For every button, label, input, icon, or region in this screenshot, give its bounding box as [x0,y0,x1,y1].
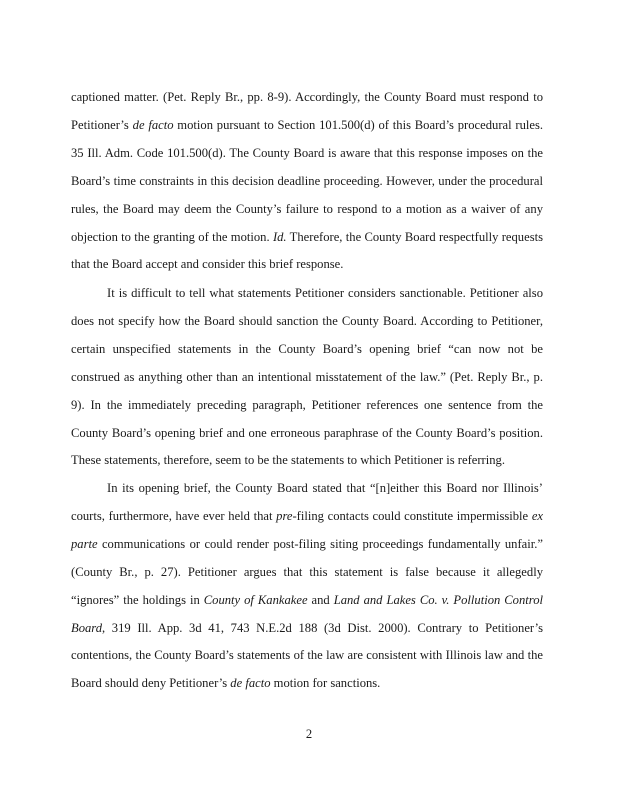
paragraph-3-text-2: -filing contacts could constitute impermissible [292,508,532,523]
paragraph-1-italic-id: Id. [272,229,287,244]
paragraph-2 [71,280,543,475]
paragraph-1-italic-de-facto: de facto [132,117,174,132]
paragraph-3-italic-land-and-lakes: Land and Lakes Co. v. Pollution Control Board [71,592,544,635]
paragraph-3-italic-de-facto: de facto [230,676,271,691]
paragraph-3-text-3: communications or could render post-filing siting proceedings fundamentally unfair.” (County Br., p. 27). Petitioner argues that this statement is false because it allegedly “ignores” the holdings in [71,536,543,607]
paragraph-3-text-5: , 319 Ill. App. 3d 41, 743 N.E.2d 188 (3d Dist. 2000). Contrary to Petitioner’s contentions, the County Board’s statements of the law are consistent with Illinois law and the Board should deny Petitioner’s [71,620,543,691]
paragraph-1-text-2: motion pursuant to Section 101.500(d) of this Board’s procedural rules. 35 Ill. Adm. Code 101.500(d). The County Board is aware that this response imposes on the Board’s time constraints in this decision deadline proceeding. However, under the procedural rules, the Board may deem the County’s failure to respond to a motion as a waiver of any objection to the granting of the motion. [71,117,544,244]
paragraph-1-text-3: Therefore, the County Board respectfully requests that the Board accept and consider this brief response. [71,229,543,272]
paragraph-3-italic-pre: pre [276,508,293,523]
paragraph-3-italic-county-of-kankakee: County of Kankakee [203,592,308,607]
paragraph-2-text: It is difficult to tell what statements Petitioner considers sanctionable. Petitioner also does not specify how the Board should sanction the County Board. According to Petitioner, certain unspecified statements in the County Board’s opening brief “can now not be construed as anything other than an intentional misstatement of the law.” (Pet. Reply Br., p. 9). In the immediately preceding paragraph, Petitioner references one sentence from the County Board’s opening brief and one erroneous paraphrase of the County Board’s position. These statements, therefore, seem to be the statements to which Petitioner is referring. [71,286,543,468]
paragraph-3-text-6: motion for sanctions. [270,676,381,691]
paragraph-3-text-1: In its opening brief, the County Board stated that “[n]either this Board nor Illinois’ courts, furthermore, have ever held that [71,481,543,523]
paragraph-3-text-4: and [307,592,334,607]
paragraph-3-italic-ex-parte: ex parte [71,508,543,551]
page-number: 2 [305,727,313,741]
paragraph-3 [71,475,543,698]
paragraph-1-text-1: captioned matter. (Pet. Reply Br., pp. 8-9). Accordingly, the County Board must respond to Petitioner’s [71,90,543,132]
paragraph-1 [71,84,543,279]
